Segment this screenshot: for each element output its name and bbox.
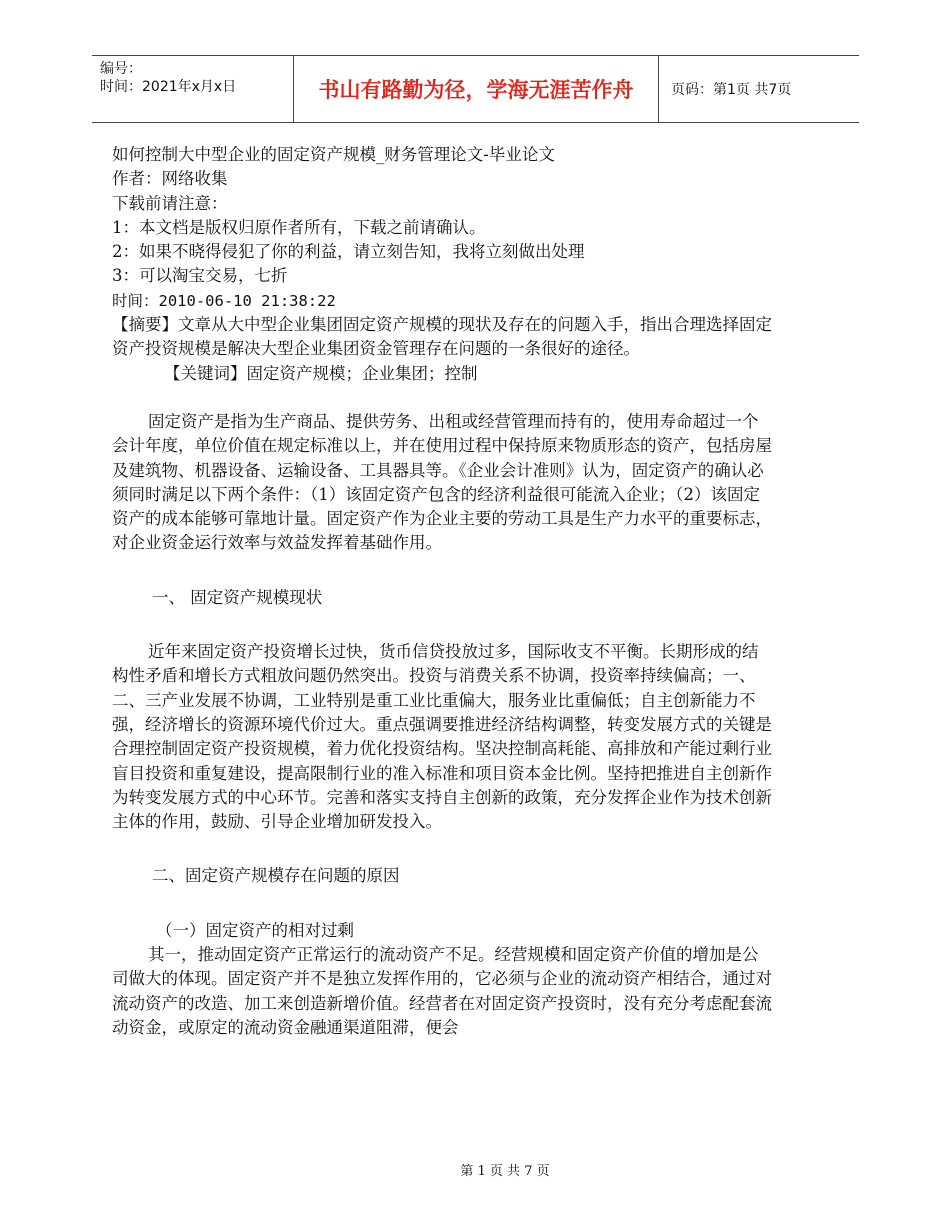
doc-notice: 下载前请注意： [112,193,228,213]
doc-note-2: 2：如果不晓得侵犯了你的利益，请立刻告知，我将立刻做出处理 [112,242,585,262]
time-label: 时间：2021年x月x日 [100,79,237,95]
number-label: 编号： [100,61,142,77]
doc-note-1: 1：本文档是版权归原作者所有，下载之前请确认。 [112,217,486,237]
doc-author: 作者：网络收集 [112,169,228,189]
document-body [112,143,772,1040]
subsection-heading-1: （一）固定资产的相对过剩 [156,920,354,940]
header-meta [92,56,294,122]
page-header [92,55,859,123]
paragraph-2: 近年来固定资产投资增长过快，货币信贷投放过多，国际收支不平衡。长期形成的结构性矛盾和增长方式粗放问题仍然突出。投资与消费关系不协调，投资率持续偏高；一、二、三产业发展不协调，工业特别是重工业比重偏大，服务业比重偏低；自主创新能力不强，经济增长的资源环境代价过大。重点强调要推进经济结构调整，转变发展方式的关键是合理控制固定资产投资规模，着力优化投资结构。坚决控制高耗能、高排放和产能过剩行业盲目投资和重复建设，提高限制行业的准入标准和项目资本金比例。坚持把推进自主创新作为转变发展方式的中心环节。完善和落实支持自主创新的政策，充分发挥企业作为技术创新主体的作用，鼓励、引导企业增加研发投入。 [112,642,772,832]
doc-keywords: 【关键词】固定资产规模；企业集团；控制 [164,363,478,383]
section-heading-1: 一、 固定资产规模现状 [152,587,323,607]
doc-note-3: 3：可以淘宝交易，七折 [112,266,288,286]
section-heading-2: 二、固定资产规模存在问题的原因 [152,866,400,886]
paragraph-1: 固定资产是指为生产商品、提供劳务、出租或经营管理而持有的，使用寿命超过一个会计年度，单位价值在规定标准以上，并在使用过程中保持原来物质形态的资产，包括房屋及建筑物、机器设备、运输设备、工具器具等。《企业会计准则》认为，固定资产的确认必须同时满足以下两个条件：（1）该固定资产包含的经济利益很可能流入企业；（2）该固定资产的成本能够可靠地计量。固定资产作为企业主要的劳动工具是生产力水平的重要标志，对企业资金运行效率与效益发挥着基础作用。 [112,411,772,553]
paragraph-3: 其一，推动固定资产正常运行的流动资产不足。经营规模和固定资产价值的增加是公司做大的体现。固定资产并不是独立发挥作用的，它必须与企业的流动资产相结合，通过对流动资产的改造、加工来创造新增价值。经营者在对固定资产投资时，没有充分考虑配套流动资金，或原定的流动资金融通渠道阻滞，便会 [112,945,772,1037]
doc-time: 时间：2010-06-10 21:38:22 [112,291,336,310]
doc-title: 如何控制大中型企业的固定资产规模_财务管理论文-毕业论文 [112,145,555,164]
header-motto: 书山有路勤为径，学海无涯苦作舟 [294,56,659,122]
doc-abstract: 【摘要】文章从大中型企业集团固定资产规模的现状及存在的问题入手，指出合理选择固定资产投资规模是解决大型企业集团资金管理存在问题的一条很好的途径。 [112,315,772,359]
header-page-label: 页码：第1页 共7页 [671,82,792,98]
page-footer: 第 1 页 共 7 页 [460,1164,550,1179]
